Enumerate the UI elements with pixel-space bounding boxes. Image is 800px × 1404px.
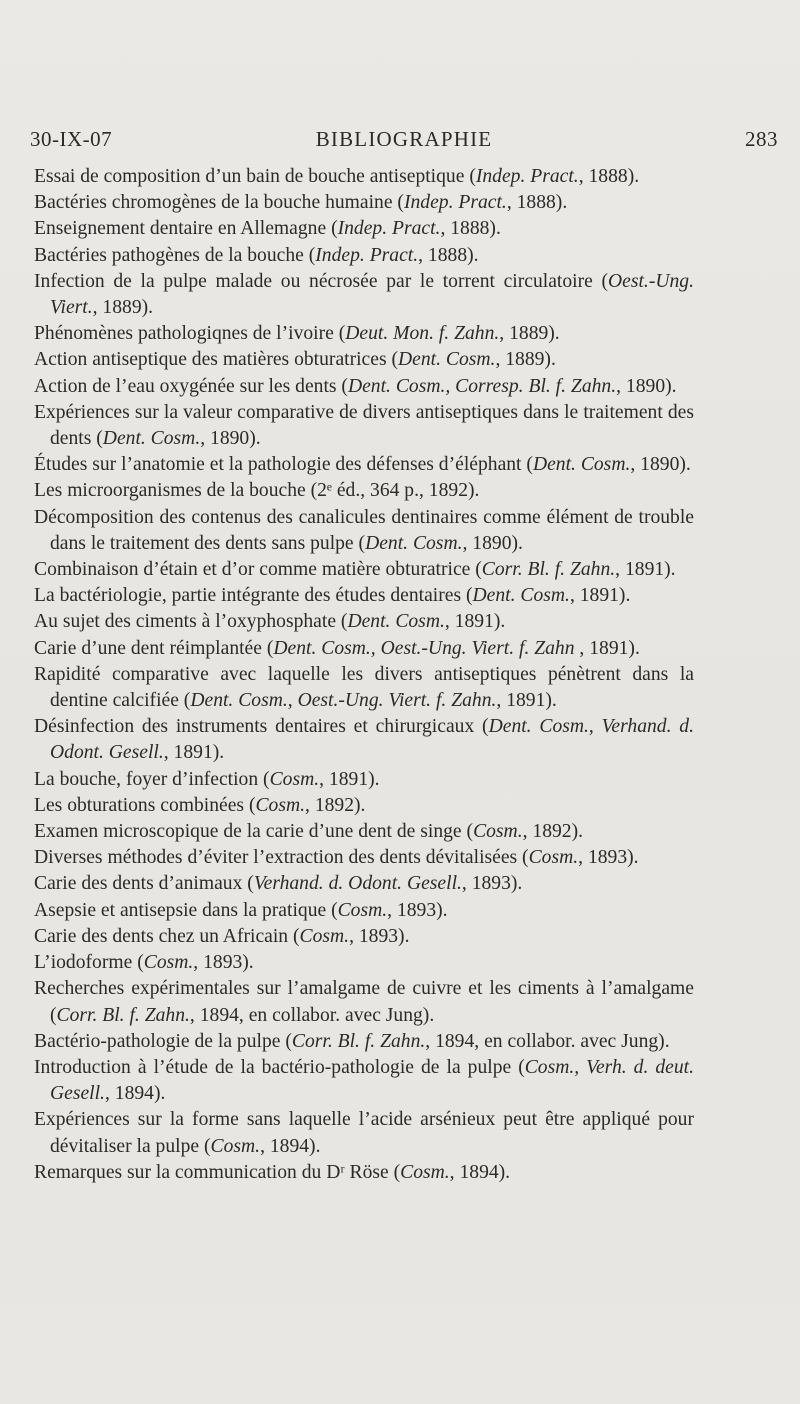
entry-text: La bactériologie, partie intégrante des études dentaires ( [34,585,473,607]
journal-citation: Indep. Pract. [403,192,507,214]
running-header [30,127,778,159]
journal-citation: Cosm. [473,821,523,843]
entry-text: Examen microscopique de la carie d’une dent de singe ( [34,821,474,843]
entry-text: , 1889). [495,349,556,371]
bibliography-entry [34,583,694,609]
bibliography-entry [34,557,694,583]
entry-text: , 1894). [260,1135,321,1157]
bibliography-entry [34,662,694,714]
entry-text: Rapidité comparative avec laquelle les divers antiseptiques pénètrent dans la dentine calcifiée ( [34,663,694,712]
journal-citation: Deut. Mon. f. Zahn. [345,323,500,345]
journal-citation: Cosm. [143,952,194,974]
entry-text: , 1891). [569,585,631,607]
entry-text: Bactéries chromogènes de la bouche humaine ( [34,192,404,214]
page-number: 283 [745,127,778,151]
entry-text: , 1891). [163,742,225,764]
journal-citation: Cosm. [337,899,388,921]
journal-citation: Verhand. d. Odont. Gesell. [253,873,462,895]
entry-text: , 1889). [499,323,560,345]
bibliography-entry [34,478,694,504]
entry-text: Introduction à l’étude de la bactério-pathologie de la pulpe ( [34,1056,525,1078]
journal-citation: Dent. Cosm. [532,454,631,476]
entry-text: Diverses méthodes d’éviter l’extraction des dents dévitalisées ( [34,847,529,869]
bibliography-entry [34,452,694,478]
journal-citation: Cosm. [400,1161,450,1183]
bibliography-entry [34,767,694,793]
entry-text: , 1892). [305,794,366,816]
entry-text: , 1893). [193,952,254,974]
bibliography-entry [34,714,694,766]
entry-text: , 1893). [461,873,523,895]
entry-text: , 1894). [449,1161,511,1183]
bibliography-entry [34,924,694,950]
journal-citation: Corr. Bl. f. Zahn. [291,1030,426,1052]
entry-text: , 1893). [349,925,410,947]
bibliography-entry [34,1055,694,1107]
entry-text: Expériences sur la forme sans laquelle l’acide arsénieux peut être appliqué pour dévitaliser la pulpe ( [34,1109,694,1157]
entry-text: Expériences sur la valeur comparative de divers antiseptiques dans le traitement des dents ( [34,401,694,450]
journal-citation: Cosm. [269,768,320,790]
journal-citation: Dent. Cosm., Oest.-Ung. Viert. f. Zahn. [190,690,497,712]
entry-text: Action de l’eau oxygénée sur les dents ( [34,375,348,397]
bibliography-entry [34,400,694,452]
entry-text: Au sujet des ciments à l’oxyphosphate ( [34,611,348,633]
bibliography-entry [34,243,694,269]
entry-text: Bactério-pathologie de la pulpe ( [34,1030,292,1052]
entry-text: , 1890). [200,428,261,450]
bibliography-entry [34,216,694,242]
entry-text: Désinfection des instruments dentaires et chirurgicaux ( [34,716,489,738]
bibliography-entry [34,793,694,819]
entry-text: , 1893). [578,847,639,869]
bibliography-entry [34,636,694,662]
journal-citation: Dent. Cosm. [347,611,445,633]
journal-citation: Cosm. [299,925,350,947]
header-date: 30-IX-07 [30,127,113,151]
entry-text: Asepsie et antisepsie dans la pratique ( [34,899,338,921]
journal-citation: Dent. Cosm. [472,585,570,607]
entry-text: Les microorganismes de la bouche (2ᵉ éd., 364 p., 1892). [34,480,480,502]
entry-text: Remarques sur la communication du Dʳ Röse ( [34,1161,401,1183]
journal-citation: Oest.-Ung. Viert. [50,270,694,319]
bibliography-entry [34,321,694,347]
entry-text: Carie des dents chez un Africain ( [34,925,300,947]
entry-text: Enseignement dentaire en Allemagne ( [34,218,338,240]
entry-text: , 1893). [387,899,448,921]
journal-citation: Dent. Cosm., Verhand. d. Odont. Gesell. [50,716,694,764]
entry-text: Recherches expérimentales sur l’amalgame de cuivre et les ciments à l’amalgame ( [34,978,694,1026]
bibliography-entry [34,871,694,897]
entry-text: Action antiseptique des matières obturatrices ( [34,349,398,371]
journal-citation: Cosm. [528,847,579,869]
journal-citation: Indep. Pract. [475,166,579,187]
bibliography-entry [34,1160,694,1186]
bibliography-entry [34,505,694,557]
entry-text: Phénomènes pathologiqnes de l’ivoire ( [34,323,346,345]
journal-citation: Cosm. [210,1135,261,1157]
bibliography-entry [34,1029,694,1055]
bibliography-entry [34,347,694,373]
entry-text: Décomposition des contenus des canalicules dentinaires comme élément de trouble dans le traitement des dents sans pulpe ( [34,506,694,554]
entry-text: , 1891). [574,637,640,659]
entry-text: La bouche, foyer d’infection ( [34,768,270,790]
entry-text: , 1891). [444,611,506,633]
journal-citation: Cosm., Verh. d. deut. Gesell. [50,1056,694,1105]
entry-text: , 1891). [319,768,380,790]
bibliography-entry [34,374,694,400]
entry-text: Études sur l’anatomie et la pathologie des défenses d’éléphant ( [34,454,533,476]
entry-text: , 1888). [418,244,479,266]
entry-text: , 1889). [92,297,154,319]
entry-text: , 1894). [104,1083,166,1105]
entry-text: , 1890). [630,454,691,476]
journal-citation: Indep. Pract. [337,218,441,240]
entry-text: Carie d’une dent réimplantée ( [34,637,274,659]
journal-citation: Cosm. [255,794,306,816]
entry-text: , 1891). [496,690,557,712]
bibliography-entry [34,898,694,924]
journal-citation: Dent. Cosm. [102,428,201,450]
entry-text: , 1890). [616,375,677,397]
entry-text: Bactéries pathogènes de la bouche ( [34,244,316,266]
entry-text: L’iodoforme ( [34,952,144,974]
entry-text: , 1888). [578,166,640,187]
bibliography-entry [34,164,694,190]
bibliography-entry [34,976,694,1028]
journal-citation: Indep. Pract. [315,244,419,266]
entry-text: Infection de la pulpe malade ou nécrosée par le torrent circulatoire ( [34,270,609,292]
bibliography-entry [34,950,694,976]
bibliography-entry [34,609,694,635]
entry-text: , 1894, en collabor. avec Jung). [425,1030,670,1052]
bibliography-entry [34,190,694,216]
bibliography-entry [34,269,694,321]
entry-text: , 1888). [506,192,568,214]
journal-citation: Corr. Bl. f. Zahn. [481,559,616,581]
bibliography-list [34,164,694,1186]
bibliography-entry [34,819,694,845]
entry-text: Les obturations combinées ( [34,794,256,816]
entry-text: Carie des dents d’animaux ( [34,873,254,895]
entry-text: , 1888). [440,218,501,240]
bibliography-entry [34,1107,694,1159]
entry-text: , 1894, en collabor. avec Jung). [189,1004,435,1026]
journal-citation: Dent. Cosm. [365,532,463,554]
entry-text: Combinaison d’étain et d’or comme matière obturatrice ( [34,559,482,581]
bibliography-entry [34,845,694,871]
journal-citation: Dent. Cosm. [398,349,496,371]
entry-text: , 1892). [522,821,584,843]
journal-citation: Corr. Bl. f. Zahn. [56,1004,190,1026]
entry-text: Essai de composition d’un bain de bouche antiseptique ( [34,166,476,187]
header-title: BIBLIOGRAPHIE [315,127,493,151]
journal-citation: Dent. Cosm., Oest.-Ung. Viert. f. Zahn [273,637,575,659]
entry-text: , 1890). [462,532,523,554]
journal-citation: Dent. Cosm., Corresp. Bl. f. Zahn. [347,375,617,397]
entry-text: , 1891). [615,559,676,581]
